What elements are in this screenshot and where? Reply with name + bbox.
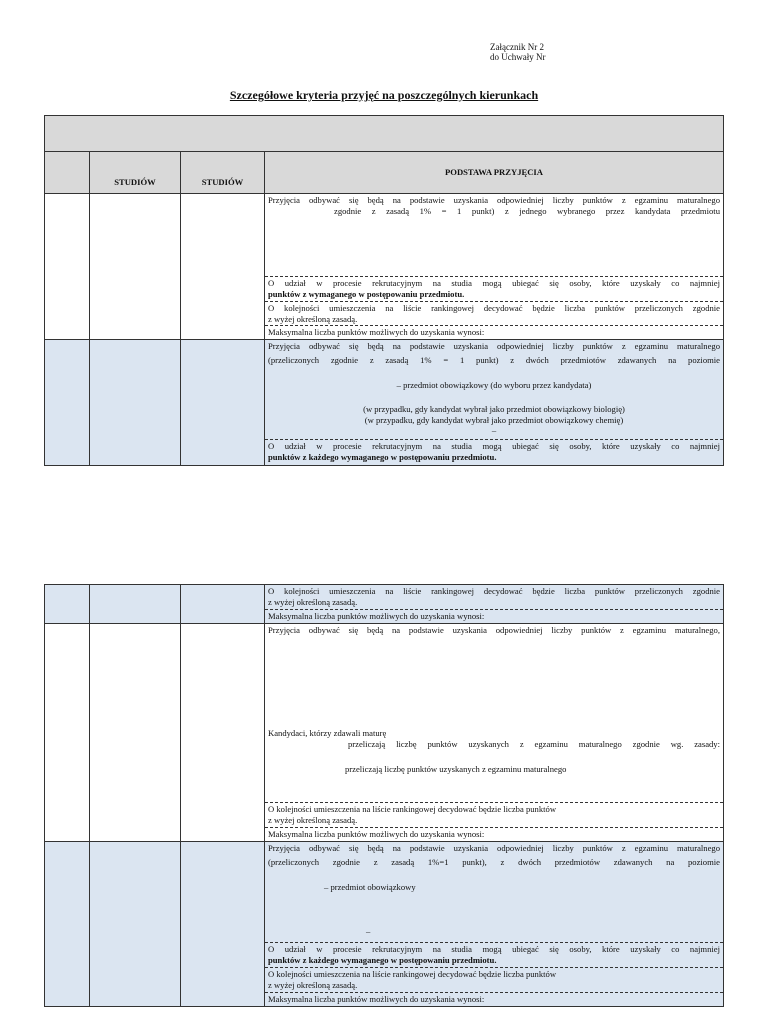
text-line: –	[491, 425, 497, 435]
header-podstawa: PODSTAWA PRZYJĘCIA	[265, 152, 724, 194]
text-line: Kandydaci, którzy zdawali maturę	[268, 728, 387, 738]
text-line: O udział w procesie rekrutacyjnym na studia mogą ubiegać się osoby, które uzyskały co najmniej	[268, 944, 720, 954]
criteria-segment	[265, 943, 723, 968]
criteria-segment	[265, 585, 723, 610]
table-row	[45, 340, 724, 466]
text-line: O kolejności umieszczenia na liście rankingowej decydować będzie liczba punktów przeliczonych zgodnie	[268, 303, 720, 313]
criteria-cell	[265, 624, 724, 842]
text-line: z wyżej określoną zasadą.	[268, 314, 358, 324]
row-cell	[45, 624, 90, 842]
header-merged-cell	[45, 116, 724, 152]
criteria-segment	[265, 968, 723, 993]
criteria-segment	[265, 340, 723, 440]
criteria-segment	[265, 828, 723, 841]
criteria-segment	[265, 993, 723, 1006]
text-line: z wyżej określoną zasadą.	[268, 597, 358, 607]
table-row	[45, 194, 724, 340]
header-studiow-2: STUDIÓW	[181, 152, 265, 194]
table-row	[45, 624, 724, 842]
row-cell	[181, 194, 265, 340]
text-line: przeliczają liczbę punktów uzyskanych z egzaminu maturalnego	[345, 764, 567, 774]
row-cell	[181, 585, 265, 624]
text-line: Przyjęcia odbywać się będą na podstawie uzyskania odpowiedniej liczby punktów z egzaminu maturalnego	[268, 195, 720, 205]
criteria-segment	[265, 194, 723, 277]
row-cell	[181, 624, 265, 842]
text-line: Maksymalna liczba punktów możliwych do uzyskania wynosi:	[268, 829, 485, 839]
text-line: Maksymalna liczba punktów możliwych do uzyskania wynosi:	[268, 994, 485, 1004]
text-line: punktów z każdego wymaganego w postępowaniu przedmiotu.	[268, 452, 497, 462]
criteria-segment	[265, 624, 723, 803]
annex-line-1: Załącznik Nr 2	[490, 42, 544, 52]
row-cell	[45, 340, 90, 466]
row-cell	[90, 194, 181, 340]
row-cell	[90, 585, 181, 624]
text-line: (w przypadku, gdy kandydat wybrał jako przedmiot obowiązkowy biologię)	[363, 404, 625, 414]
table-row	[45, 842, 724, 1007]
page-title: Szczegółowe kryteria przyjęć na poszczególnych kierunkach	[229, 88, 539, 102]
criteria-segment	[265, 277, 723, 302]
row-cell	[90, 340, 181, 466]
criteria-segment	[265, 803, 723, 828]
annex-note	[490, 42, 546, 62]
text-line: – przedmiot obowiązkowy (do wyboru przez kandydata)	[396, 380, 592, 390]
criteria-segment	[265, 440, 723, 465]
criteria-cell	[265, 340, 724, 466]
table-header-top	[45, 116, 724, 152]
table-header	[45, 152, 724, 194]
table-row	[45, 585, 724, 624]
text-line: Przyjęcia odbywać się będą na podstawie uzyskania odpowiedniej liczby punktów z egzaminu maturalnego,	[268, 625, 720, 635]
row-cell	[90, 624, 181, 842]
criteria-table-2	[44, 584, 724, 1007]
criteria-segment	[265, 842, 723, 943]
criteria-segment	[265, 610, 723, 623]
text-line: z wyżej określoną zasadą.	[268, 980, 358, 990]
text-line: (przeliczonych zgodnie z zasadą 1%=1 punkt), z dwóch przedmiotów zdawanych na poziomie	[268, 857, 720, 867]
text-line: punktów z wymaganego w postępowaniu przedmiotu.	[268, 289, 465, 299]
text-line: Przyjęcia odbywać się będą na podstawie uzyskania odpowiedniej liczby punktów z egzaminu maturalnego	[268, 843, 720, 853]
criteria-cell	[265, 842, 724, 1007]
text-line: z wyżej określoną zasadą.	[268, 815, 358, 825]
text-line: (w przypadku, gdy kandydat wybrał jako przedmiot obowiązkowy chemię)	[364, 415, 624, 425]
annex-line-2: do Uchwały Nr	[490, 52, 546, 62]
header-cell-empty	[45, 152, 90, 194]
criteria-cell	[265, 585, 724, 624]
criteria-segment	[265, 302, 723, 326]
row-cell	[45, 585, 90, 624]
criteria-table-1	[44, 115, 724, 466]
text-line: O udział w procesie rekrutacyjnym na studia mogą ubiegać się osoby, które uzyskały co najmniej	[268, 441, 720, 451]
text-line: O udział w procesie rekrutacyjnym na studia mogą ubiegać się osoby, które uzyskały co najmniej	[268, 278, 720, 288]
text-line: O kolejności umieszczenia na liście rankingowej decydować będzie liczba punktów	[268, 804, 557, 814]
text-line: O kolejności umieszczenia na liście rankingowej decydować będzie liczba punktów	[268, 969, 557, 979]
text-line: –	[366, 926, 371, 936]
text-line: Przyjęcia odbywać się będą na podstawie uzyskania odpowiedniej liczby punktów z egzaminu maturalnego	[268, 341, 720, 351]
text-line: Maksymalna liczba punktów możliwych do uzyskania wynosi:	[268, 611, 485, 621]
text-line: O kolejności umieszczenia na liście rankingowej decydować będzie liczba punktów przeliczonych zgodnie	[268, 586, 720, 596]
text-line: – przedmiot obowiązkowy	[324, 882, 416, 892]
row-cell	[45, 194, 90, 340]
text-line: punktów z każdego wymaganego w postępowaniu przedmiotu.	[268, 955, 497, 965]
row-cell	[181, 842, 265, 1007]
criteria-segment	[265, 326, 723, 339]
criteria-cell	[265, 194, 724, 340]
text-line: przeliczają liczbę punktów uzyskanych z egzaminu maturalnego zgodnie wg. zasady:	[348, 739, 720, 749]
text-line: Maksymalna liczba punktów możliwych do uzyskania wynosi:	[268, 327, 485, 337]
row-cell	[90, 842, 181, 1007]
text-line: zgodnie z zasadą 1% = 1 punkt) z jednego wybranego przez kandydata przedmiotu	[334, 206, 720, 216]
row-cell	[181, 340, 265, 466]
header-studiow-1: STUDIÓW	[90, 152, 181, 194]
row-cell	[45, 842, 90, 1007]
text-line: (przeliczonych zgodnie z zasadą 1% = 1 punkt) z dwóch przedmiotów zdawanych na poziomie	[268, 355, 720, 365]
